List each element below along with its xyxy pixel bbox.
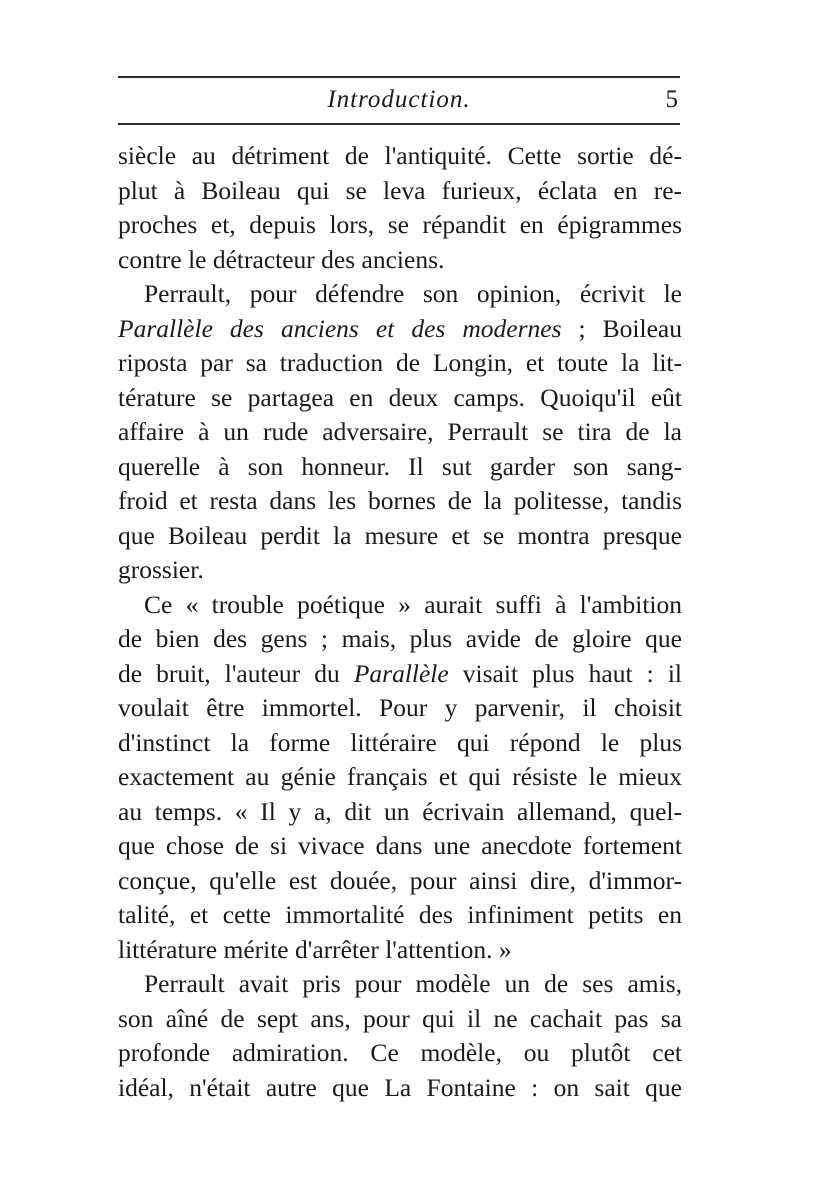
- text-line: contre le détracteur des anciens.: [118, 244, 445, 274]
- text-line: talité, et cette immortalité des infiniment petits en: [118, 900, 682, 929]
- text-line: voulait être immortel. Pour y parvenir, il choisit: [118, 693, 682, 722]
- text-line: son aîné de sept ans, pour qui il ne cachait pas sa: [118, 1003, 682, 1033]
- text-line: proches et, depuis lors, se répandit en épigrammes: [118, 210, 682, 239]
- header-rule-bottom: [118, 123, 680, 125]
- text-line: au temps. « Il y a, dit un écrivain allemand, quel-: [118, 796, 682, 826]
- text-line: siècle au détriment de l'antiquité. Cette sortie dé-: [118, 141, 682, 170]
- body-text: [118, 139, 682, 1105]
- book-title: Parallèle des anciens et des modernes: [118, 313, 562, 343]
- paragraph: [118, 277, 682, 588]
- running-title: Introduction.: [327, 86, 471, 113]
- text-line: de bien des gens ; mais, plus avide de gloire que: [118, 624, 682, 653]
- text-run: visait plus haut : il: [448, 658, 682, 688]
- text-line: littérature mérite d'arrêter l'attention. »: [118, 934, 512, 964]
- text-line: exactement au génie français et qui résiste le mieux: [118, 762, 682, 791]
- header-rule-top: [118, 76, 680, 78]
- running-head: [118, 84, 680, 116]
- text-line: conçue, qu'elle est douée, pour ainsi dire, d'immor-: [118, 865, 682, 895]
- text-line: idéal, n'était autre que La Fontaine : on sait que: [118, 1072, 682, 1102]
- text-line: [118, 312, 682, 347]
- text-line: plut à Boileau qui se leva furieux, éclata en re-: [118, 175, 682, 205]
- text-line: querelle à son honneur. Il sut garder son sang-: [118, 451, 682, 481]
- text-line: riposta par sa traduction de Longin, et toute la lit-: [118, 348, 682, 377]
- text-line: grossier.: [118, 555, 204, 584]
- text-line: Perrault, pour défendre son opinion, écrivit le: [144, 279, 682, 308]
- text-line: que Boileau perdit la mesure et se montra presque: [118, 520, 682, 550]
- text-line: Perrault avait pris pour modèle un de ses amis,: [144, 969, 682, 998]
- text-run: de bruit, l'auteur du: [118, 658, 354, 688]
- text-line: d'instinct la forme littéraire qui répond le plus: [118, 727, 682, 757]
- paragraph: [118, 967, 682, 1105]
- text-line: que chose de si vivace dans une anecdote fortement: [118, 831, 682, 860]
- text-line: térature se partagea en deux camps. Quoiqu'il eût: [118, 382, 682, 412]
- text-run: ; Boileau: [561, 313, 682, 343]
- paragraph: [118, 139, 682, 277]
- paragraph: [118, 588, 682, 968]
- book-title: Parallèle: [353, 658, 449, 688]
- page-number: 5: [665, 86, 678, 113]
- text-line: froid et resta dans les bornes de la politesse, tandis: [118, 486, 682, 515]
- text-line: profonde admiration. Ce modèle, ou plutôt cet: [118, 1038, 682, 1067]
- text-line: Ce « trouble poétique » aurait suffi à l'ambition: [144, 589, 682, 619]
- text-line: affaire à un rude adversaire, Perrault se tira de la: [118, 417, 682, 446]
- text-line: [118, 657, 682, 692]
